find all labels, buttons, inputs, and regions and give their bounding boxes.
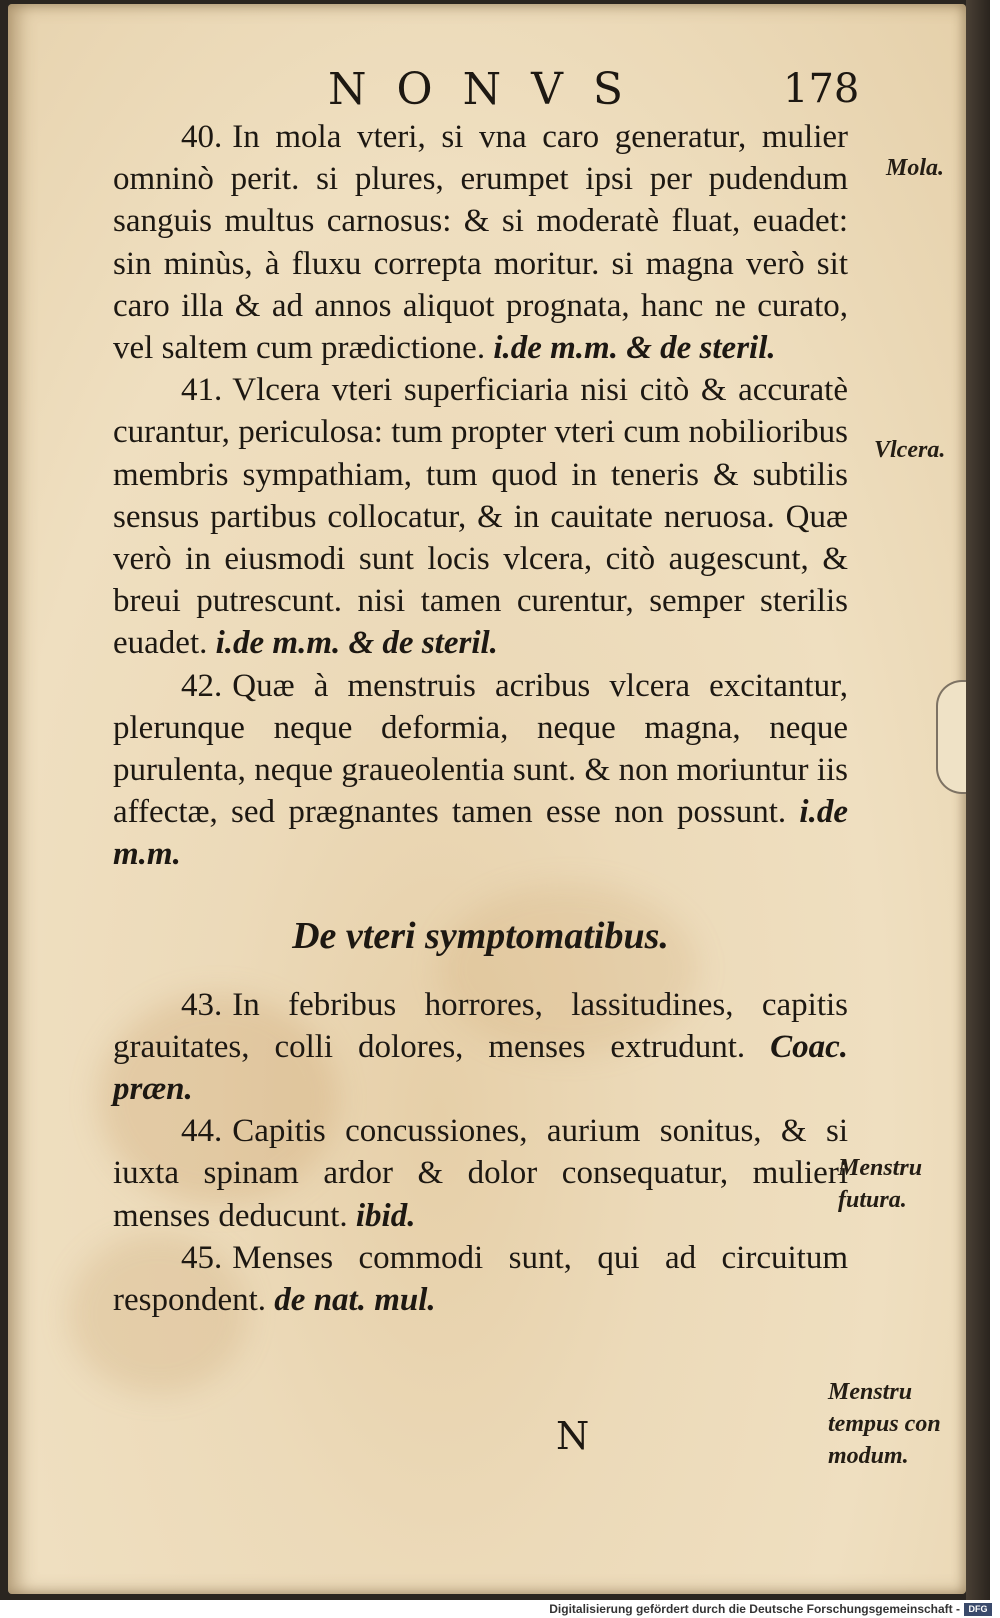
page-number: 178 bbox=[783, 66, 860, 112]
aphorism-number: 40. bbox=[181, 119, 223, 155]
aphorism-text: Quæ à menstruis acribus vlcera excitantur, plerunque neque deformia, neque magna, neque purulenta, neque graueolentia sunt. & non moriuntur iis affectæ, sed prægnantes tamen esse non possunt. bbox=[113, 667, 848, 831]
aphorism-number: 42. bbox=[181, 667, 223, 704]
aphorism-citation: Coac. præn. bbox=[113, 1028, 849, 1108]
aphorism-text: Menses commodi sunt, qui ad circuitum respondent. bbox=[113, 1239, 848, 1319]
aphorism-text: In febribus horrores, lassitudines, capitis grauitates, colli dolores, menses extrudunt. bbox=[113, 986, 848, 1065]
section-heading: De vteri symptomatibus. bbox=[292, 914, 669, 957]
book-edge bbox=[966, 0, 990, 1600]
running-head: NONVS bbox=[328, 64, 653, 115]
aphorism-43 bbox=[113, 984, 848, 1111]
aphorism-number: 44. bbox=[181, 1113, 223, 1150]
margin-note-vlcera: Vlcera. bbox=[874, 437, 946, 463]
margin-note-menstruum-tempus: Menstru tempus con modum. bbox=[828, 1379, 941, 1469]
aphorism-42 bbox=[113, 665, 848, 876]
text-column bbox=[113, 116, 848, 1321]
aphorism-citation: i.de m.m. & de steril. bbox=[493, 330, 776, 367]
aphorism-citation: de nat. mul. bbox=[274, 1282, 436, 1319]
margin-note-menstrua-futura: Menstru futura. bbox=[838, 1155, 923, 1213]
funding-credit bbox=[549, 1602, 992, 1616]
aphorism-citation: i.de m.m. bbox=[113, 794, 848, 873]
aphorism-number: 41. bbox=[181, 372, 223, 409]
aphorism-text: In mola vteri, si vna caro generatur, mulier omninò perit. si plures, erumpet ipsi per pudendum sanguis multus carnosus: & si moderatè fluat, euadet: sin minùs, à fluxu correpta moritur. si magna verò sit caro illa & ad annos aliquot prognata, hanc ne curato, vel saltem cum prædictione. bbox=[113, 119, 848, 367]
margin-note-mola: Mola. bbox=[886, 155, 945, 181]
aphorism-number: 43. bbox=[181, 986, 223, 1023]
aphorism-citation: ibid. bbox=[355, 1197, 416, 1234]
dfg-logo-icon: DFG bbox=[964, 1603, 992, 1616]
aphorism-41 bbox=[113, 369, 848, 664]
book-page bbox=[8, 4, 966, 1594]
funding-credit-text: Digitalisierung gefördert durch die Deutsche Forschungsgemeinschaft - bbox=[549, 1602, 960, 1616]
aphorism-citation: i.de m.m. & de steril. bbox=[215, 625, 498, 662]
aphorism-45 bbox=[113, 1237, 848, 1321]
aphorism-number: 45. bbox=[181, 1239, 223, 1276]
page-header bbox=[8, 64, 966, 124]
aphorism-44 bbox=[113, 1110, 848, 1237]
aphorism-text: Capitis concussiones, aurium sonitus, & si iuxta spinam ardor & dolor consequatur, mulieri menses deducunt. bbox=[113, 1113, 848, 1234]
catchword: N bbox=[556, 1414, 590, 1458]
aphorism-text: Vlcera vteri superficiaria nisi citò & accuratè curantur, periculosa: tum propter vteri cum nobilioribus membris sympathiam, tum quod in teneris & subtilis sensus partibus collocatur, & in cauitate neruosa. Quæ verò in eiusmodi sunt locis vlcera, citò augescunt, & breui putrescunt. nisi tamen curentur, semper sterilis euadet. bbox=[113, 372, 848, 662]
aphorism-40 bbox=[113, 116, 848, 369]
